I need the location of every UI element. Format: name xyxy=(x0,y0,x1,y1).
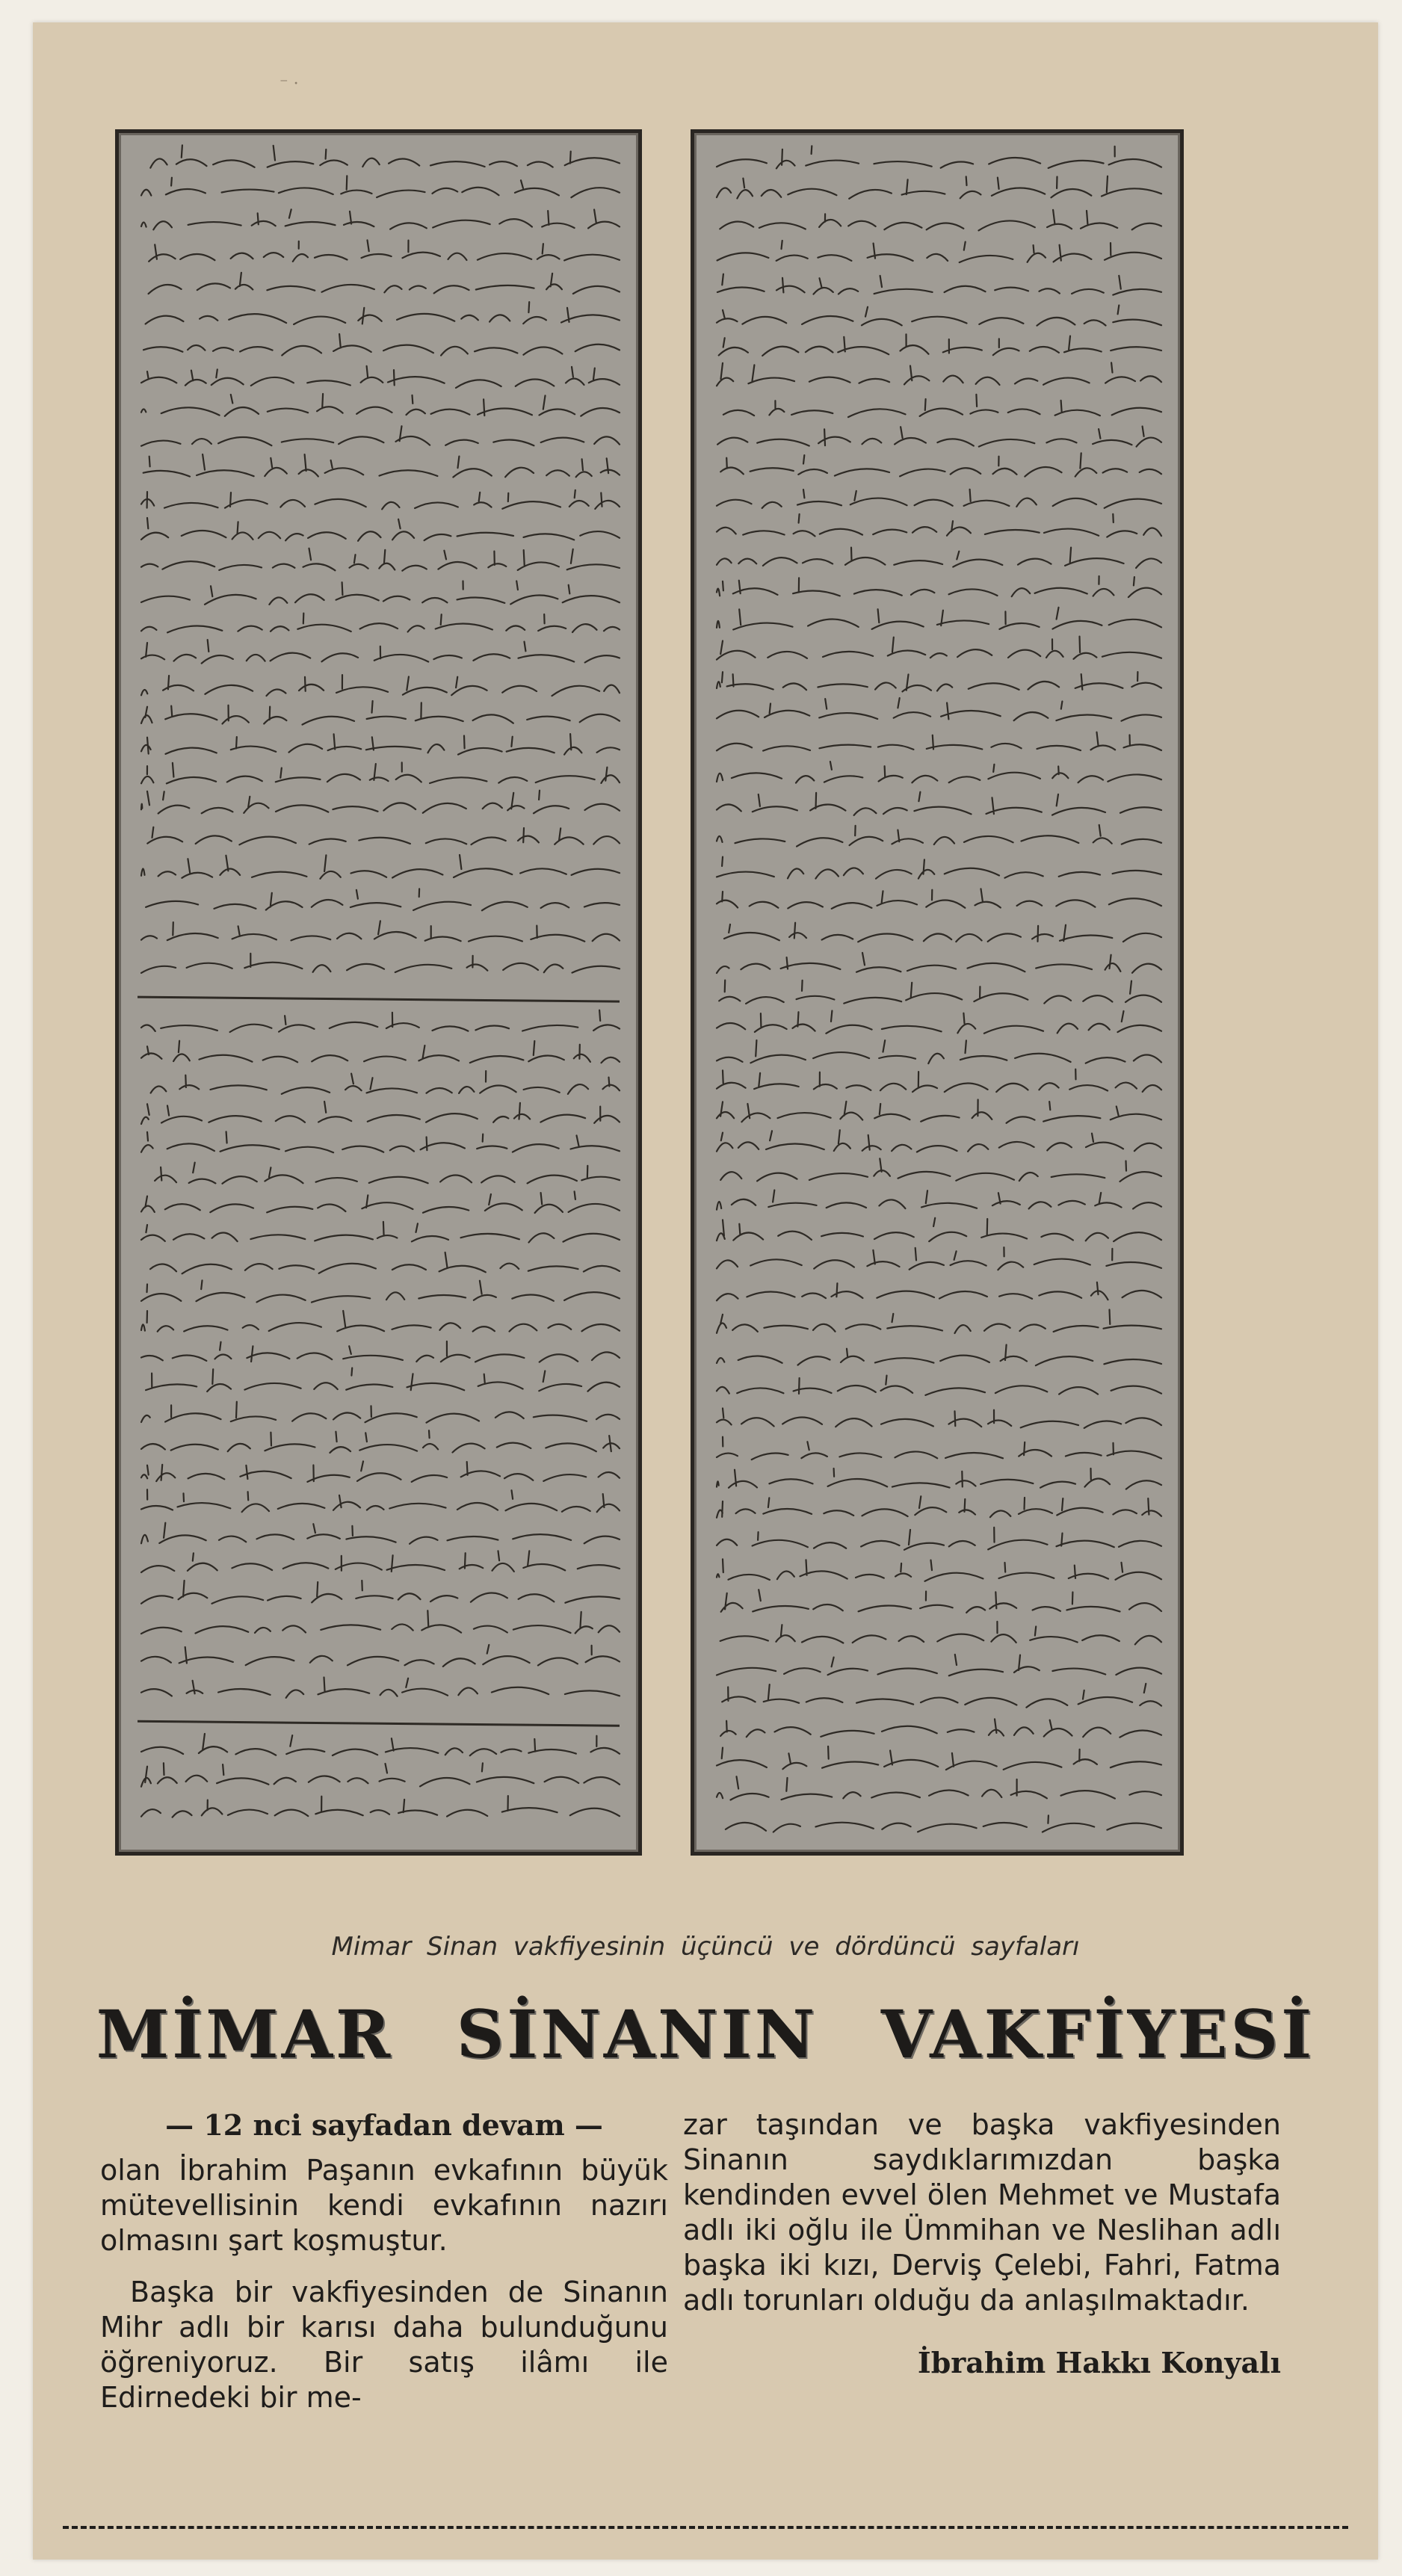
article-column-2 xyxy=(683,2107,1281,2380)
manuscript-handwriting-right xyxy=(694,133,1180,1852)
photo-caption: Mimar Sinan vakfiyesinin üçüncü ve dördüncü sayfaları xyxy=(331,1932,1080,1962)
manuscript-page-third xyxy=(115,129,642,1856)
paragraph: olan İbrahim Paşanın evkafının büyük mütevellisinin kendi evkafının nazırı olmasını şart koşmuştur. xyxy=(100,2154,668,2257)
paragraph: zar taşından ve başka vakfiyesinden Sinanın saydıklarımızdan başka kendinden evvel ölen Mehmet ve Mustafa adlı iki oğlu ile Ümmihan ve Neslihan adlı başka iki kızı, Derviş Çelebi, Fahri, Fatma adlı torunları olduğu da anlaşılmaktadır. xyxy=(683,2108,1281,2317)
pin-mark-icon: ⁻ · xyxy=(280,75,299,93)
newspaper-clipping xyxy=(33,22,1378,2560)
author-byline: İbrahim Hakkı Konyalı xyxy=(917,2346,1281,2379)
article-headline: MİMAR SİNANIN VAKFİYESİ xyxy=(96,1995,1315,2073)
manuscript-handwriting-left xyxy=(119,133,638,1852)
article-column-1 xyxy=(100,2107,668,2415)
paragraph: Başka bir vakfiyesinden de Sinanın Mihr adlı bir karısı daha bulunduğunu öğreniyoruz. Bir satış ilâmı ile Edirnedeki bir me- xyxy=(100,2276,668,2414)
manuscript-page-fourth xyxy=(691,129,1184,1856)
dashed-cut-line xyxy=(63,2526,1348,2529)
continued-from-note: — 12 nci sayfadan devam — xyxy=(165,2108,603,2142)
